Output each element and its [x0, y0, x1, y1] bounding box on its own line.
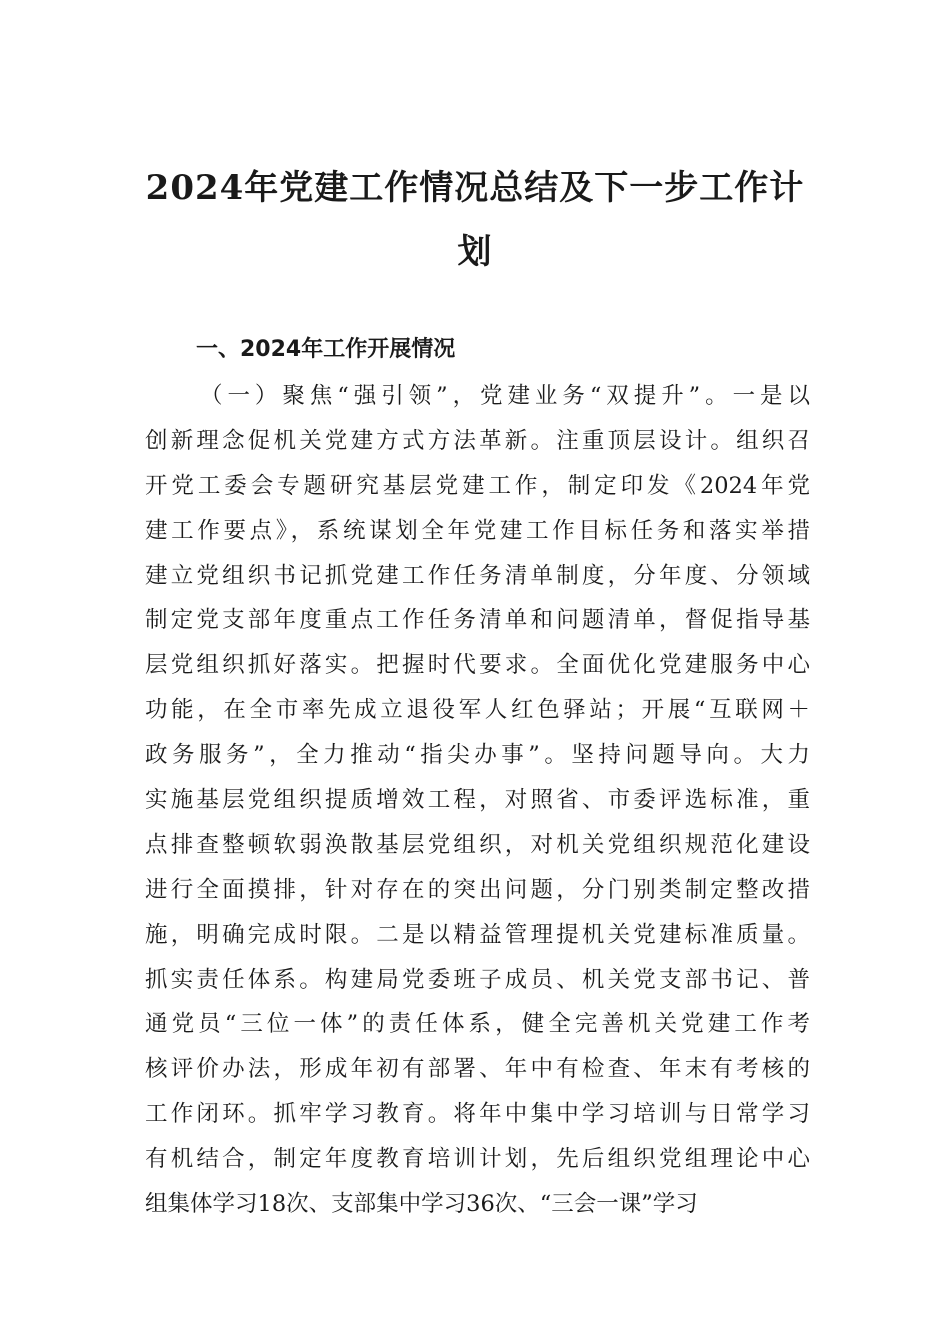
body-line: 进行全面摸排，针对存在的突出问题，分门别类制定整改措: [145, 876, 810, 903]
body-line: （一）聚焦“强引领”，党建业务“双提升”。一是以: [200, 383, 810, 409]
body-line: 建立党组织书记抓党建工作任务清单制度，分年度、分领域: [145, 562, 810, 589]
body-line: 有机结合，制定年度教育培训计划，先后组织党组理论中心: [145, 1146, 810, 1173]
section-heading: 一、2024年工作开展情况: [196, 337, 456, 362]
body-line: 创新理念促机关党建方式方法革新。注重顶层设计。组织召: [145, 427, 810, 454]
body-line: 抓实责任体系。构建局党委班子成员、机关党支部书记、普: [145, 966, 810, 993]
body-line: 实施基层党组织提质增效工程，对照省、市委评选标准，重: [145, 787, 810, 814]
body-line: 组集体学习18次、支部集中学习36次、“三会一课”学习: [145, 1191, 698, 1218]
body-line: 施，明确完成时限。二是以精益管理提机关党建标准质量。: [145, 921, 810, 948]
body-line: 建工作要点》，系统谋划全年党建工作目标任务和落实举措: [145, 517, 810, 544]
body-line: 点排查整顿软弱涣散基层党组织，对机关党组织规范化建设: [145, 831, 810, 858]
body-line: 通党员“三位一体”的责任体系，健全完善机关党建工作考: [145, 1011, 810, 1038]
body-line: 层党组织抓好落实。把握时代要求。全面优化党建服务中心: [145, 652, 810, 679]
body-line: 政务服务”，全力推动“指尖办事”。坚持问题导向。大力: [145, 742, 810, 769]
body-line: 工作闭环。抓牢学习教育。将年中集中学习培训与日常学习: [145, 1101, 810, 1128]
body-line: 制定党支部年度重点工作任务清单和问题清单，督促指导基: [145, 607, 810, 634]
body-line: 核评价办法，形成年初有部署、年中有检查、年末有考核的: [145, 1056, 810, 1083]
document-title-line-1: 2024年党建工作情况总结及下一步工作计: [145, 168, 805, 208]
body-line: 功能，在全市率先成立退役军人红色驿站；开展“互联网＋: [145, 697, 810, 724]
document-body: [145, 374, 810, 1227]
body-line: 开党工委会专题研究基层党建工作，制定印发《2024年党: [145, 472, 810, 499]
document-title-line-2: 划: [457, 232, 493, 272]
